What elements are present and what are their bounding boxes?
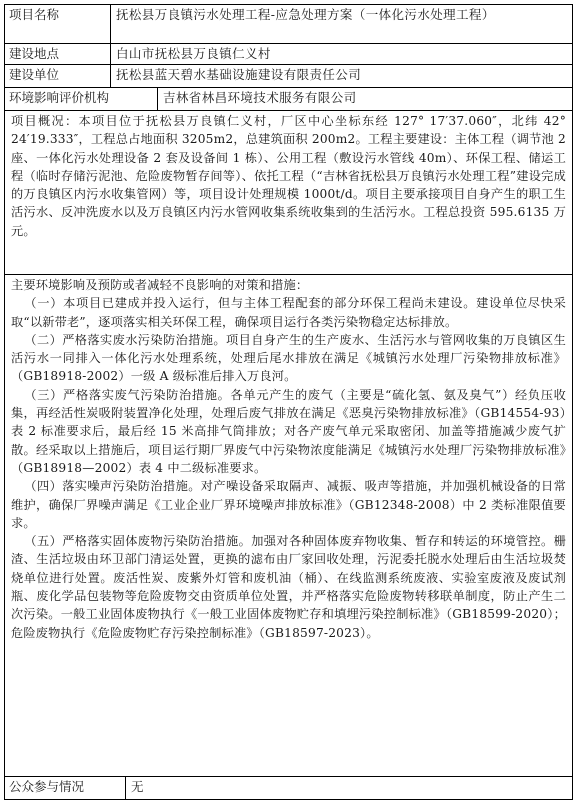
location-label: 建设地点 bbox=[4, 43, 111, 65]
builder-label: 建设单位 bbox=[4, 64, 111, 88]
measure-item-1: （一）本项目已建成并投入运行，但与主体工程配套的部分环保工程尚未建设。建设单位尽快采取“以新带老”，逐项落实相关环保工程，确保项目运行各类污染物稳定达标排放。 bbox=[11, 296, 566, 329]
measure-item-2: （二）严格落实废水污染防治措施。项目自身产生的生产废水、生活污水与管网收集的万良镇区生活污水一同排入一体化污水处理系统，处理后尾水排放在满足《城镇污水处理厂污染物排放标准》（GB18918-2002）一级 A 级标准后排入万良河。 bbox=[11, 332, 566, 384]
measures-heading: 主要环境影响及预防或者减轻不良影响的对策和措施： bbox=[11, 278, 309, 292]
project-name-label: 项目名称 bbox=[4, 4, 111, 44]
measures-cell bbox=[4, 274, 573, 777]
project-overview-text: 项目概况：本项目位于抚松县万良镇仁义村，厂区中心坐标东经 127° 17′37.060″，北纬 42° 24′19.333″，工程总占地面积 3205m2，总建筑面积 200m2。工程主要建设：主体工程（调节池 2 座、一体化污水处理设备 2 套及设备间 1 栋）、公用工程（敷设污水管线 40m）、环保工程、储运工程（临时存储污泥池、危险废物暂存间等）、依托工程（“吉林省抚松县万良镇污水处理工程”建设完成的万良镇区内污水收集管网）等，项目设计处理规模 1000t/d。项目主要承接项目自身产生的职工生活污水、反冲洗废水以及万良镇区内污水管网收集系统收集到的生活污水。工程总投资 595.6135 万元。 bbox=[11, 114, 566, 238]
builder-value: 抚松县蓝天碧水基础设施建设有限责任公司 bbox=[110, 64, 573, 88]
project-name-value: 抚松县万良镇污水处理工程-应急处理方案（一体化污水处理工程） bbox=[110, 4, 573, 44]
location-value: 白山市抚松县万良镇仁义村 bbox=[110, 43, 573, 65]
eia-org-label: 环境影响评价机构 bbox=[4, 87, 158, 111]
measure-item-4: （四）落实噪声污染防治措施。对产噪设备采取隔声、减振、吸声等措施，并加强机械设备的日常维护，确保厂界噪声满足《工业企业厂界环境噪声排放标准》（GB12348-2008）中 2 类标准限值要求。 bbox=[11, 479, 566, 530]
measure-item-3: （三）严格落实废气污染防治措施。各单元产生的废气（主要是“硫化氢、氨及臭气”）经负压收集，再经活性炭吸附装置净化处理，处理后废气排放在满足《恶臭污染物排放标准》（GB14554-93）表 2 标准要求后，最后经 15 米高排气筒排放；对各产废气单元采取密闭、加盖等措施减少废气扩散。经采取以上措施后，项目运行期厂界废气中污染物浓度能满足《城镇污水处理厂污染物排放标准》（GB18918—2002）表 4 中二级标准要求。 bbox=[11, 387, 566, 475]
participation-value: 无 bbox=[125, 776, 573, 800]
measure-item-5: （五）严格落实固体废物污染防治措施。加强对各种固体废弃物收集、暂存和转运的环境管控。栅渣、生活垃圾由环卫部门清运处置，更换的滤布由厂家回收处理，污泥委托脱水处理后由生活垃圾焚烧单位进行处置。废活性炭、废紫外灯管和废机油（桶）、在线监测系统废液、实验室废液及废试剂瓶、废化学品包装物等危险废物交由资质单位处置，并严格落实危险废物转移联单制度，防止产生二次污染。一般工业固体废物执行《一般工业固体废物贮存和填埋污染控制标准》（GB18599-2020）；危险废物执行《危险废物贮存污染控制标准》（GB18597-2023）。 bbox=[11, 534, 566, 640]
project-overview-cell bbox=[4, 110, 573, 275]
eia-org-value: 吉林省林昌环境技术服务有限公司 bbox=[157, 87, 573, 111]
participation-label: 公众参与情况 bbox=[4, 776, 126, 800]
